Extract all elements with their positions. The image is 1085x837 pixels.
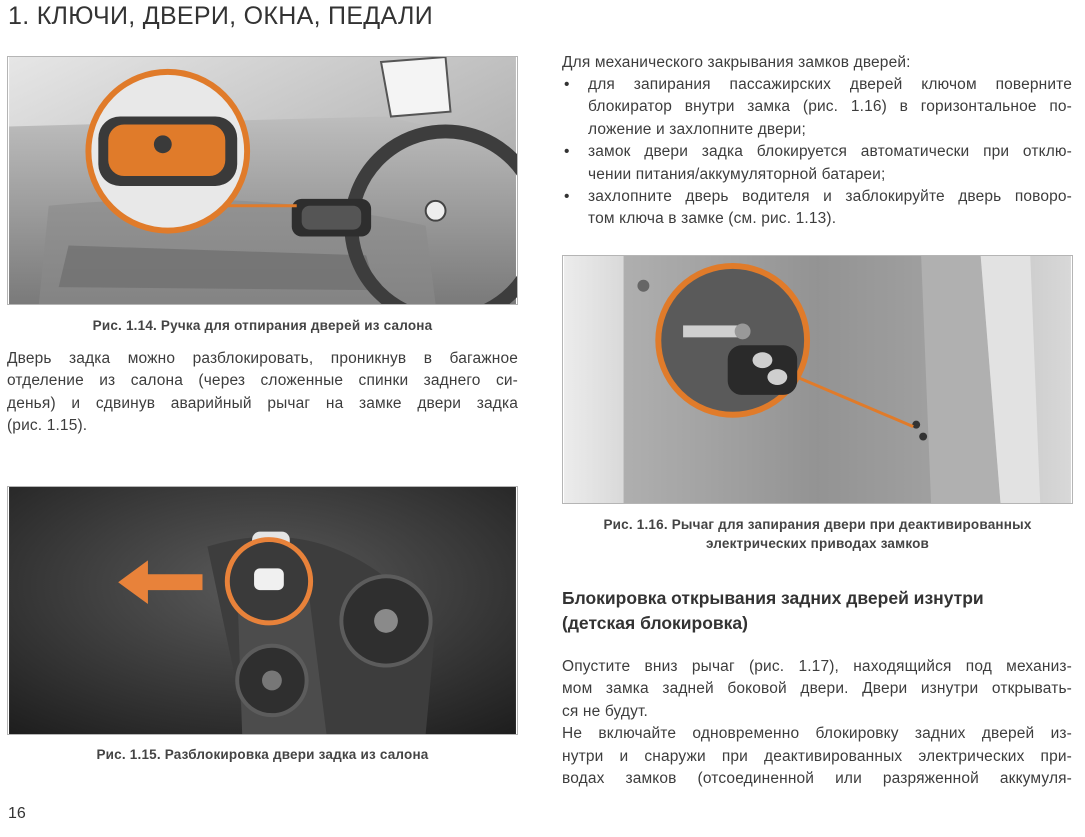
right-intro-text: Для механического закрывания замков дверей: xyxy=(562,54,911,71)
bullet-item xyxy=(562,141,1072,186)
text-line: • для запирания пассажирских дверей ключом поверните xyxy=(588,76,1072,93)
text-line: чении питания/аккумуляторной батареи; xyxy=(588,165,886,183)
bullet-item xyxy=(562,74,1072,141)
caption-line: Рис. 1.16. Рычаг для запирания двери при деактивированных xyxy=(603,517,1032,532)
text-line: • замок двери задка блокируется автоматически при отклю- xyxy=(588,143,1072,161)
text-line: отделение из салона (через сложенные спинки заднего си- xyxy=(7,372,518,390)
text-line: (рис. 1.15). xyxy=(7,417,88,435)
tailgate-lever-illustration xyxy=(8,487,517,734)
text-line: ложение и захлопните двери; xyxy=(588,120,806,138)
section-title-child-lock xyxy=(562,586,1072,636)
page-header-title: 1. КЛЮЧИ, ДВЕРИ, ОКНА, ПЕДАЛИ xyxy=(8,2,434,30)
door-lock-key-illustration xyxy=(563,256,1072,503)
figure-1-16-door-lock-key xyxy=(562,255,1073,504)
figure-1-14-caption: Рис. 1.14. Ручка для отпирания дверей из салона xyxy=(92,318,433,333)
page-number: 16 xyxy=(8,805,26,822)
caption-line: электрических приводах замков xyxy=(705,536,930,551)
section-title-line: Блокировка открывания задних дверей изнутри xyxy=(562,588,984,608)
text-line: Опустите вниз рычаг (рис. 1.17), находящийся под механиз- xyxy=(562,658,1072,675)
figure-1-14-door-handle xyxy=(7,56,518,305)
figure-1-15-tailgate-lever xyxy=(7,486,518,735)
right-paragraph-child-lock xyxy=(562,656,1072,790)
text-line: водах замков (отсоединенной или разряженной аккумуля- xyxy=(562,770,1072,788)
right-bullet-list xyxy=(562,74,1072,231)
bullet-item xyxy=(562,186,1072,231)
text-line: блокиратор внутри замка (рис. 1.16) в горизонтальное по- xyxy=(588,98,1072,116)
text-line: нутри и снаружи при деактивированных электрических при- xyxy=(562,747,1072,765)
figure-1-16-caption xyxy=(562,515,1073,553)
left-paragraph-tailgate xyxy=(7,348,518,438)
text-line: денья) и сдвинув аварийный рычаг на замке двери задка xyxy=(7,394,518,412)
text-line: мом замка задней боковой двери. Двери изнутри открывать- xyxy=(562,680,1072,698)
section-title-line: (детская блокировка) xyxy=(562,613,748,633)
text-line: Дверь задка можно разблокировать, проникнув в багажное xyxy=(7,350,518,367)
text-line: ся не будут. xyxy=(562,702,648,720)
figure-1-15-caption: Рис. 1.15. Разблокировка двери задка из салона xyxy=(96,747,429,762)
door-handle-illustration xyxy=(8,57,517,304)
text-line: Не включайте одновременно блокировку задних дверей из- xyxy=(562,725,1072,743)
text-line: том ключа в замке (см. рис. 1.13). xyxy=(588,210,837,228)
text-line: • захлопните дверь водителя и заблокируйте дверь поворо- xyxy=(588,188,1072,206)
